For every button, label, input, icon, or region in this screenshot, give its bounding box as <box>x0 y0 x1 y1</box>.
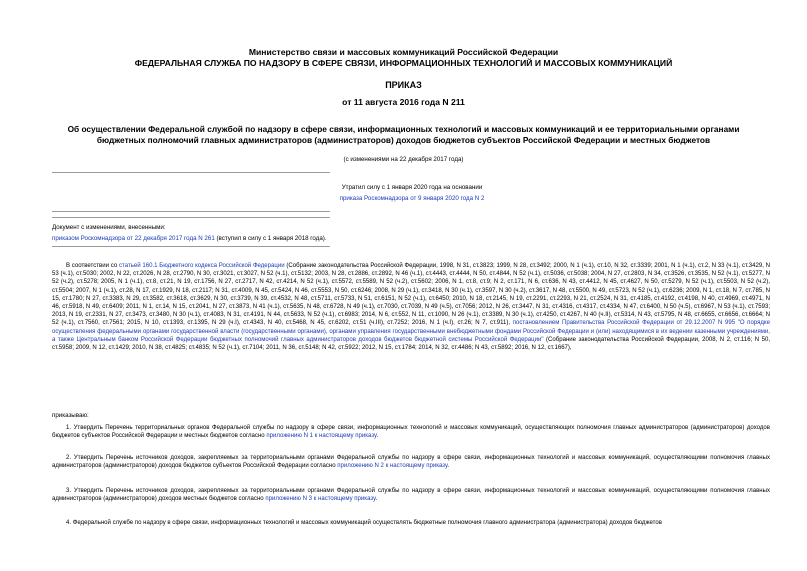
ministry-name: Министерство связи и массовых коммуникаций Российской Федерации <box>248 47 559 57</box>
order-word: приказываю: <box>52 412 89 419</box>
resolution-995-link[interactable]: постановлением Правительства Российской Федерации от 29.12.2007 N 995 "О порядке осуществления федеральными органами государственной власти (государственными органами), органами управления государственными внебюджетными фондами Российской Федерации и (или) находящимися в их ведении казенными учреждениями, а также Центральным банком Российской Федерации бюджетных полномочий главных администраторов доходов бюджетов бюджетной системы Российской Федерации" <box>52 320 770 343</box>
divider <box>52 211 330 212</box>
changes-note: (с изменениями на 22 декабря 2017 года) <box>343 156 464 163</box>
amend-link[interactable]: приказом Роскомнадзора от 22 декабря 2017 года N 261 <box>52 235 215 242</box>
doc-title-line2: бюджетных полномочий главных администраторов (администраторов) доходов бюджетов субъектов Российской Федерации и местных бюджетов <box>96 135 711 145</box>
status-link[interactable]: приказа Роскомнадзора от 9 января 2020 года N 2 <box>339 195 485 202</box>
doc-title-line1: Об осуществлении Федеральной службой по надзору в сфере связи, информационных технологий и массовых коммуникаций и ее территориальными органами <box>67 124 740 134</box>
amend-label: Документ с изменениями, внесенными: <box>52 224 166 231</box>
preamble-paragraph: В соответствии со статьей 160.1 Бюджетного кодекса Российской Федерации (Собрание законодательства Российской Федерации, 1998, N 31, ст.3823; 1999, N 28, ст.3492; 2000, N 1 (ч.1), ст.10, N 32, ст.3339; 2001, N 1 (ч.1), ст.2, N 33 (ч.1), ст.3429, N 53 (ч.1), ст.5030; 2002, N 22, ст.2026, N 28, ст.2790, N 30, ст.3021, ст.3027, N 52 (ч.1), ст.5132; 2003, N 28, ст.2886, ст.2892, N 46 (ч.1), ст.4443, ст.4444, N 50, ст.4844, N 52 (ч.1), ст.5036, ст.5038; 2004, N 27, ст.2803, N 34, ст.3526, ст.3535, N 52 (ч.1), ст.5277, N 52 (ч.2), ст.5278; 2005, N 1 (ч.1), ст.8, ст.21, N 19, ст.1756, N 27, ст.2717, N 42, ст.4214, N 52 (ч.1), ст.5572, ст.5589, N 52 (ч.2), ст.5602; 2006, N 1, ст.8, ст.9; N 2, ст.171, N 6, ст.636, N 43, ст.4412, N 45, ст.4627, N 50, ст.5279, N 52 (ч.1), ст.5503, N 52 (ч.2), ст.5504; 2007, N 1 (ч.1), ст.28, N 17, ст.1929, N 18, ст.2117; N 31, ст.4009, N 45, ст.5424, N 46, ст.5553, N 50, ст.6246; 2008, N 29 (ч.1), ст.3418, N 30 (ч.1), ст.3597, N 30 (ч.2), ст.3617, N 48, ст.5500, N 49, ст.5723, N 52 (ч.1), ст.6236; 2009, N 1, ст.18, N 7, ст.785, N 15, ст.1780; N 27, ст.3383, N 29, ст.3582, ст.3618, ст.3629, N 30, ст.3739, N 39, ст.4532, N 48, ст.5711, ст.5733, N 51, ст.6151, N 52 (ч.1), ст.6450; 2010, N 18, ст.2145, N 19, ст.2291, ст.2293, N 21, ст.2524, N 31, ст.4185, ст.4192, ст.4198, N 40, ст.4969, ст.4971, N 46, ст.5918, N 49, ст.6409; 2011, N 1, ст.14, N 15, ст.2041, N 27, ст.3873, N 41 (ч.1), ст.5635, N 48, ст.6728, N 49 (ч.1), ст.7030, ст.7039, N 49 (ч.5), ст.7056; 2012, N 26, ст.3447, N 31, ст.4316, ст.4317, ст.4334, N 47, ст.6400, N 50 (ч.5), ст.6967, N 53 (ч.1), ст.7593; 2013, N 19, ст.2331, N 27, ст.3473, ст.3480, N 30 (ч.1), ст.4083, N 31, ст.4191, N 44, ст.5633, N 52 (ч.1), ст.6983; 2014, N 6, ст.552, N 11, ст.1090, N 26 (ч.1), ст.3389, N 30 (ч.1), ст.4250, ст.4267, N 40 (ч.II), ст.5314, N 43, ст.5795, N 48, ст.6655, ст.6656, ст.6664; N 52 (ч.1), ст.7560, ст.7561; 2015, N 10, ст.1393, ст.1395, N 29 (ч.I), ст.4343, N 40, ст.5468, N 45, ст.6202, ст.51 (ч.III), ст.7252; 2016, N 1 (ч.I), ст.26; N 7, ст.911), постановлением Правительства Российской Федерации от 29.12.2007 N 995 "О порядке осуществления федеральными органами государственной власти (государственными органами), органами управления государственными внебюджетными фондами Российской Федерации и (или) находящимися в их ведении казенными учреждениями, а также Центральным банком Российской Федерации бюджетных полномочий главных администраторов доходов бюджетов бюджетной системы Российской Федерации" (Собрание законодательства Российской Федерации, 2008, N 2, ст.116; N 50, ст.5958; 2009, N 12, ст.1429; 2010, N 38, ст.4825; ст.4835; N 52 (ч.1), ст.7104; 2011, N 36, ст.5148; N 42, ст.5922; 2012, N 15, ст.1784; 2014, N 32, ст.4486; N 43, ст.5892; 2016, N 12, ст.1667), <box>52 263 771 352</box>
budget-code-link[interactable]: статьей 160.1 Бюджетного кодекса Российской Федерации <box>119 263 285 269</box>
service-name: ФЕДЕРАЛЬНАЯ СЛУЖБА ПО НАДЗОРУ В СФЕРЕ СВЯЗИ, ИНФОРМАЦИОННЫХ ТЕХНОЛОГИЙ И МАССОВЫХ КОММУНИКАЦИЙ <box>134 58 673 68</box>
amend-tail: (вступил в силу с 1 января 2018 года). <box>214 235 327 242</box>
divider <box>52 246 330 247</box>
item-2: 2. Утвердить Перечень источников доходов, закрепляемых за территориальными органами Федеральной службы по надзору в сфере связи, информационных технологий и массовых коммуникаций, осуществляющими полномочия главных администраторов (администраторов) доходов бюджетов субъектов Российской Федерации согласно приложению N 2 к настоящему приказу. <box>52 455 770 470</box>
appendix-2-link[interactable]: приложению N 2 к настоящему приказу <box>337 463 448 470</box>
item-1: 1. Утвердить Перечень территориальных органов Федеральной службы по надзору в сфере связи, информационных технологий и массовых коммуникаций, осуществляющих полномочия главных администраторов (администраторов) доходов бюджетов субъектов Российской Федерации и местных бюджетов согласно приложению N 1 к настоящему приказу. <box>52 425 770 440</box>
divider <box>52 172 330 173</box>
status-text: Утратил силу с 1 января 2020 года на основании <box>341 184 483 191</box>
doc-type: ПРИКАЗ <box>385 80 422 90</box>
appendix-1-link[interactable]: приложению N 1 к настоящему приказу <box>266 433 377 440</box>
amend-line <box>52 235 552 243</box>
item-3: 3. Утвердить Перечень источников доходов, закрепляемых за территориальными органами Федеральной службы по надзору в сфере связи, информационных технологий и массовых коммуникаций, осуществляющими полномочия главных администраторов (администраторов) доходов местных бюджетов согласно приложению N 3 к настоящему приказу. <box>52 488 770 503</box>
divider <box>52 217 330 218</box>
item-4: 4. Федеральной службе по надзору в сфере связи, информационных технологий и массовых коммуникаций осуществлять бюджетные полномочия главного администратора (администратора) доходов бюджетов <box>66 520 662 526</box>
appendix-3-link[interactable]: приложению N 3 к настоящему приказу <box>265 496 376 503</box>
doc-date: от 11 августа 2016 года N 211 <box>342 97 465 107</box>
